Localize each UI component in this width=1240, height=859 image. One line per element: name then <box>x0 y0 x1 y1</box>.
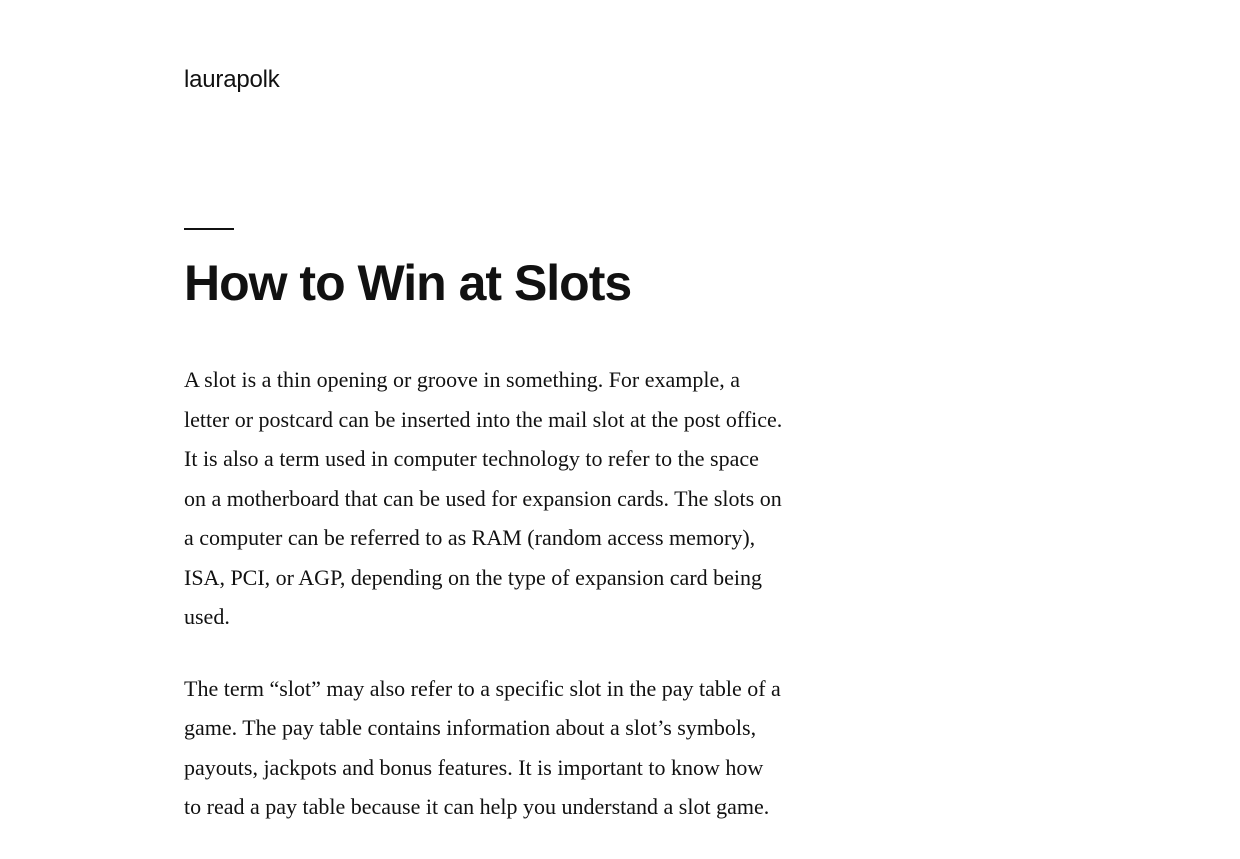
article <box>184 228 784 859</box>
article-title: How to Win at Slots <box>184 255 632 311</box>
site-title-link[interactable]: laurapolk <box>184 66 280 93</box>
article-paragraph: The term “slot” may also refer to a specific slot in the pay table of a game. The pay table contains information about a slot’s symbols, payouts, jackpots and bonus features. It is important to know how to read a pay table because it can help you understand a slot game. <box>184 675 781 819</box>
site-header <box>184 64 280 96</box>
article-content <box>184 360 784 827</box>
title-divider <box>184 228 234 230</box>
article-paragraph: A slot is a thin opening or groove in something. For example, a letter or postcard can be inserted into the mail slot at the post office. It is also a term used in computer technology to refer to the space on a motherboard that can be used for expansion cards. The slots on a computer can be referred to as RAM (random access memory), ISA, PCI, or AGP, depending on the type of expansion card being used. <box>184 367 783 629</box>
